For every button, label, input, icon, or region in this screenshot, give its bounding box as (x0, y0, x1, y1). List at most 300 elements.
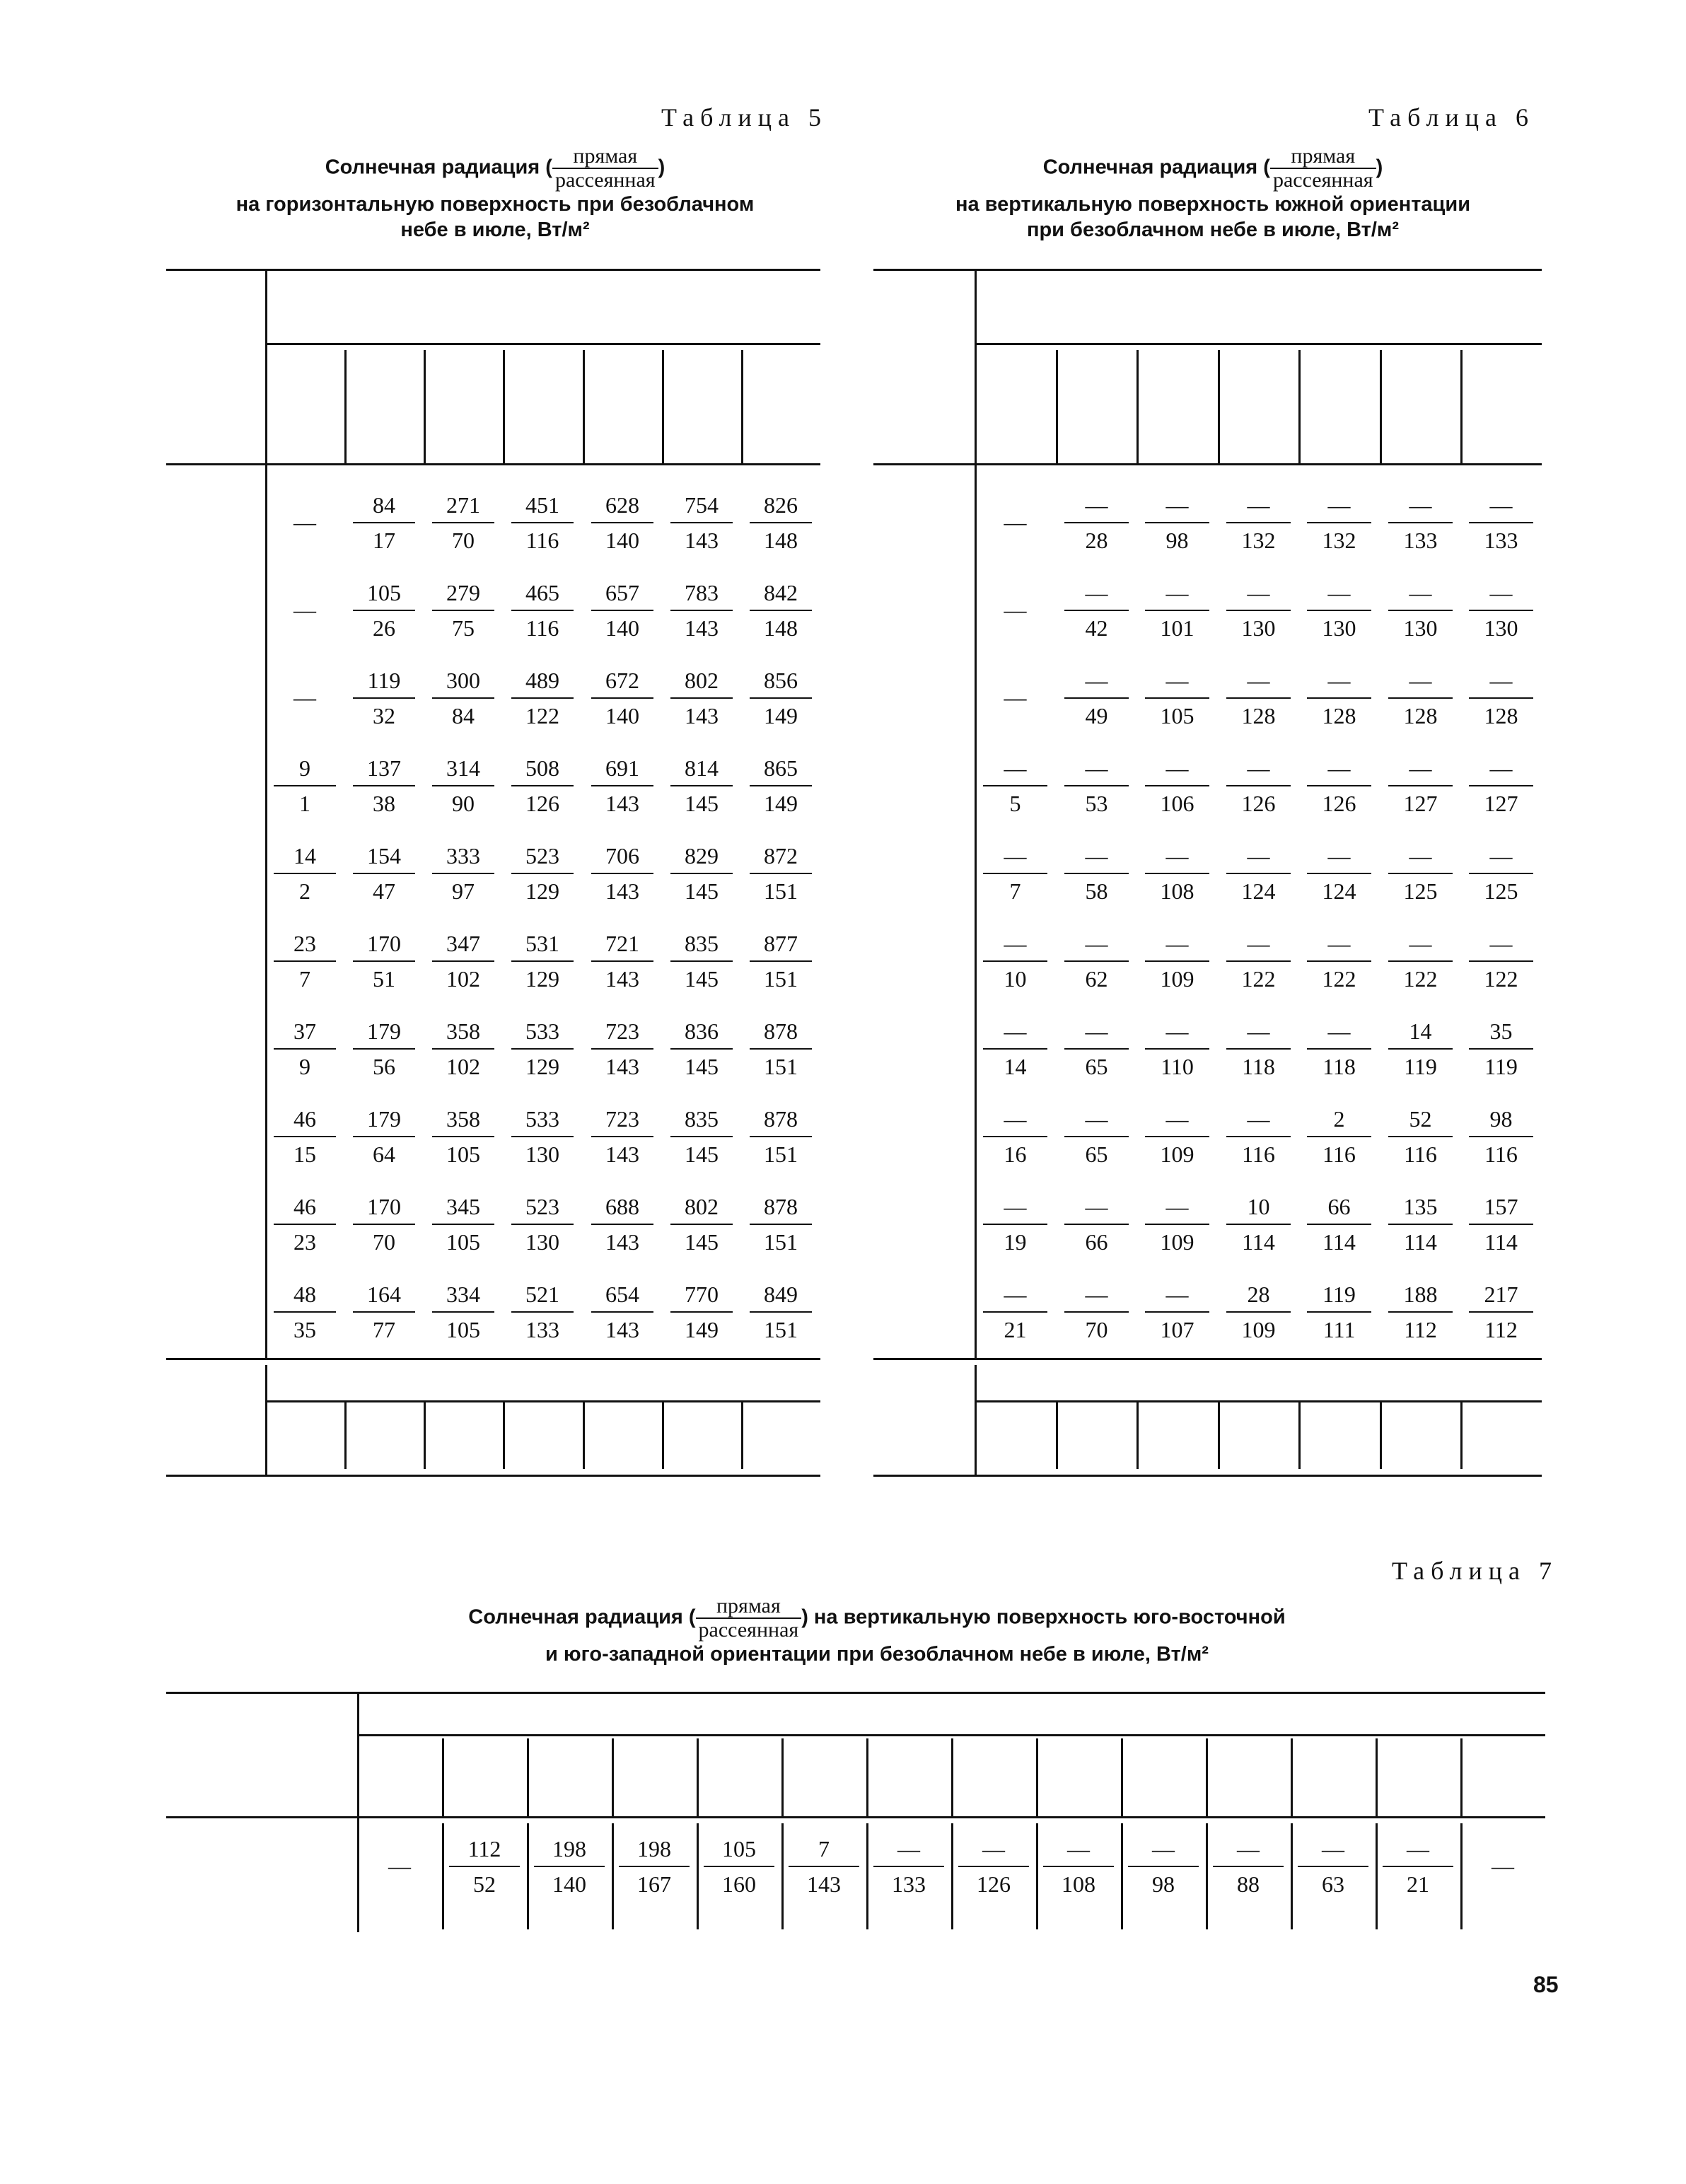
direct-value: — (1165, 931, 1189, 956)
direct-value: 856 (764, 668, 798, 693)
table-cell (704, 1832, 774, 1901)
diffuse-value: 114 (1388, 1224, 1453, 1259)
diffuse-value: 143 (670, 697, 733, 733)
direct-value: — (897, 1836, 920, 1861)
direct-value: 523 (525, 1194, 559, 1219)
table-cell (1388, 488, 1453, 557)
diffuse-value: 17 (353, 522, 415, 557)
direct-value: 333 (446, 843, 480, 869)
table-cell (1226, 663, 1291, 733)
diffuse-value: 116 (1469, 1136, 1533, 1171)
direct-value: 105 (722, 1836, 756, 1861)
diffuse-value: 56 (353, 1048, 415, 1084)
table-cell (432, 1102, 494, 1171)
direct-value: — (1247, 931, 1270, 956)
table-cell (873, 1832, 944, 1901)
diffuse-value: 143 (591, 785, 653, 820)
diffuse-value: 84 (432, 697, 494, 733)
diffuse-value: 90 (432, 785, 494, 820)
table5-title-line2: на горизонтальную поверхность при безоблачном (236, 193, 755, 216)
table-cell (983, 576, 1047, 627)
diffuse-value: — (1492, 1853, 1514, 1878)
hours-rule (357, 1734, 1545, 1736)
table7-title-line1: Солнечная радиация ( $\frac{\text{прямая}}{\text{рассеянная}}$ ) на вертикальную поверхность юго-восточной (468, 1594, 1286, 1642)
table-cell (274, 839, 336, 908)
diffuse-value: — (293, 509, 316, 535)
column-divider (1460, 350, 1463, 463)
table-cell (1145, 576, 1209, 645)
direct-value: — (1004, 1018, 1027, 1044)
direct-value: 814 (685, 755, 719, 781)
diffuse-value: 160 (704, 1866, 774, 1901)
direct-value: — (1327, 755, 1351, 781)
diffuse-value: 2 (274, 873, 336, 908)
direct-value: 508 (525, 755, 559, 781)
diffuse-value: 52 (449, 1866, 520, 1901)
diffuse-value: 145 (670, 1048, 733, 1084)
diffuse-value: 149 (670, 1311, 733, 1347)
direct-value: 842 (764, 580, 798, 605)
diffuse-value: 148 (750, 522, 812, 557)
diffuse-value: 21 (983, 1311, 1047, 1347)
table-cell (511, 1102, 574, 1171)
diffuse-value: — (1004, 597, 1027, 622)
column-divider (1291, 1738, 1293, 1816)
diffuse-value: 143 (591, 1311, 653, 1347)
direct-value: — (1165, 1018, 1189, 1044)
diffuse-value: 35 (274, 1311, 336, 1347)
direct-value: 451 (525, 492, 559, 518)
diffuse-value: 130 (1307, 610, 1371, 645)
table-cell (1064, 663, 1129, 733)
direct-value: 835 (685, 1106, 719, 1132)
diffuse-value: 109 (1226, 1311, 1291, 1347)
direct-value: 314 (446, 755, 480, 781)
table-cell (983, 663, 1047, 714)
diffuse-value: 130 (1388, 610, 1453, 645)
direct-value: — (1409, 931, 1432, 956)
table-cell (1145, 1277, 1209, 1347)
diffuse-value: 65 (1064, 1136, 1129, 1171)
column-divider (781, 1738, 784, 1816)
table-cell (670, 1190, 733, 1259)
direct-value: 878 (764, 1194, 798, 1219)
table-cell (1388, 1190, 1453, 1259)
table-cell (353, 488, 415, 557)
table-cell (750, 1190, 812, 1259)
direct-value: — (982, 1836, 1005, 1861)
table-cell (983, 1190, 1047, 1259)
table-cell (983, 1102, 1047, 1171)
table-cell (670, 1277, 733, 1347)
table6-title-line1: Солнечная радиация ( $\frac{\text{прямая}}{\text{рассеянная}}$ ) (1042, 144, 1383, 192)
column-divider (662, 350, 664, 463)
column-divider (583, 350, 585, 463)
direct-value: — (1409, 668, 1432, 693)
direct-value: 783 (685, 580, 719, 605)
column-divider (612, 1738, 614, 1816)
direct-value: 84 (373, 492, 395, 518)
body-bottom-rule (166, 1358, 820, 1360)
page-number: 85 (1533, 1972, 1559, 1997)
table-cell (670, 488, 733, 557)
diffuse-value: 126 (1307, 785, 1371, 820)
direct-value: — (1004, 931, 1027, 956)
column-divider (1218, 350, 1220, 463)
diffuse-value: 132 (1307, 522, 1371, 557)
table-cell (591, 1277, 653, 1347)
table-cell (274, 1277, 336, 1347)
diffuse-value: 116 (1226, 1136, 1291, 1171)
table-cell (432, 927, 494, 996)
diffuse-value: 49 (1064, 697, 1129, 733)
hours-rule (265, 343, 820, 345)
diffuse-value: 122 (1469, 960, 1533, 996)
diffuse-value: 21 (1383, 1866, 1453, 1901)
table-cell (983, 839, 1047, 908)
direct-value: — (1085, 580, 1108, 605)
direct-value: — (1085, 1194, 1108, 1219)
header-bottom-rule (166, 1816, 1545, 1818)
diffuse-value: 10 (983, 960, 1047, 996)
direct-value: — (1409, 843, 1432, 869)
direct-value: 657 (605, 580, 639, 605)
table-cell (432, 576, 494, 645)
table-cell (591, 576, 653, 645)
direct-value: — (1165, 580, 1189, 605)
direct-value: 754 (685, 492, 719, 518)
table-cell (511, 927, 574, 996)
table-cell (591, 751, 653, 820)
diffuse-value: 65 (1064, 1048, 1129, 1084)
direct-value: 723 (605, 1018, 639, 1044)
table-cell (789, 1832, 859, 1901)
lat-column-divider (357, 1692, 359, 1932)
diffuse-value: 149 (750, 697, 812, 733)
diffuse-value: 77 (353, 1311, 415, 1347)
table-cell (1213, 1832, 1284, 1901)
diffuse-value: 132 (1226, 522, 1291, 557)
direct-value: 66 (1327, 1194, 1351, 1219)
direct-value: — (1327, 492, 1351, 518)
table-cell (432, 751, 494, 820)
diffuse-value: 145 (670, 785, 733, 820)
direct-value: 9 (299, 755, 310, 781)
direct-value: 802 (685, 668, 719, 693)
table-cell (1128, 1832, 1199, 1901)
table-cell (750, 488, 812, 557)
diffuse-value: 129 (511, 873, 574, 908)
diffuse-value: 126 (511, 785, 574, 820)
direct-value: — (1165, 1194, 1189, 1219)
diffuse-value: 122 (1226, 960, 1291, 996)
diffuse-value: 105 (432, 1136, 494, 1171)
table-cell (1469, 927, 1533, 996)
table-cell (1064, 488, 1129, 557)
body-bottom-rule (873, 1358, 1542, 1360)
table-cell (432, 1277, 494, 1347)
table-cell (1388, 663, 1453, 733)
diffuse-value: 16 (983, 1136, 1047, 1171)
table7-label: Таблица 7 (1392, 1557, 1558, 1585)
direct-value: — (1165, 755, 1189, 781)
direct-value: 849 (764, 1282, 798, 1307)
direct-value: 198 (552, 1836, 586, 1861)
table-cell (1064, 576, 1129, 645)
direct-value: 119 (367, 668, 401, 693)
diffuse-value: 105 (432, 1311, 494, 1347)
table-cell (432, 1014, 494, 1084)
table-cell (1469, 1277, 1533, 1347)
table-cell (1469, 488, 1533, 557)
table-cell (511, 1277, 574, 1347)
diffuse-value: 7 (274, 960, 336, 996)
direct-value: 878 (764, 1106, 798, 1132)
diffuse-value: 114 (1469, 1224, 1533, 1259)
diffuse-value: 7 (983, 873, 1047, 908)
direct-value: 46 (293, 1106, 316, 1132)
table-cell (1307, 1014, 1371, 1084)
diffuse-value: 119 (1388, 1048, 1453, 1084)
diffuse-value: 109 (1145, 1224, 1209, 1259)
table-cell (1226, 1190, 1291, 1259)
table-cell (1145, 1190, 1209, 1259)
diffuse-value: 116 (511, 610, 574, 645)
table-cell (364, 1832, 435, 1883)
table-cell (983, 751, 1047, 820)
direct-value: — (1152, 1836, 1175, 1861)
table-cell (1145, 1102, 1209, 1171)
table-cell (1226, 751, 1291, 820)
direct-value: — (1247, 668, 1270, 693)
direct-value: 112 (467, 1836, 501, 1861)
direct-value: — (1004, 1106, 1027, 1132)
diffuse-value: 124 (1307, 873, 1371, 908)
diffuse-value: 122 (1388, 960, 1453, 996)
column-divider (503, 350, 505, 463)
diffuse-value: 143 (670, 610, 733, 645)
table-cell (1043, 1832, 1114, 1901)
table-cell (353, 1102, 415, 1171)
diffuse-value: 125 (1388, 873, 1453, 908)
diffuse-value: 53 (1064, 785, 1129, 820)
table-cell (1064, 1190, 1129, 1259)
diffuse-value: 122 (1307, 960, 1371, 996)
diffuse-value: 130 (511, 1136, 574, 1171)
column-divider (781, 1823, 784, 1929)
diffuse-value: 143 (591, 960, 653, 996)
top-rule (166, 269, 820, 271)
table-cell (432, 663, 494, 733)
table-cell (432, 839, 494, 908)
direct-value: — (1409, 755, 1432, 781)
direct-value: — (1085, 1018, 1108, 1044)
table7-title (297, 1595, 1457, 1667)
direct-value: — (1004, 755, 1027, 781)
table-cell (1145, 488, 1209, 557)
table-cell (1226, 1102, 1291, 1171)
direct-value: 836 (685, 1018, 719, 1044)
diffuse-value: 9 (274, 1048, 336, 1084)
diffuse-value: 112 (1469, 1311, 1533, 1347)
direct-value: 347 (446, 931, 480, 956)
column-divider (503, 1402, 505, 1469)
diffuse-value: 97 (432, 873, 494, 908)
table-cell (1467, 1832, 1538, 1883)
table-cell (1064, 1277, 1129, 1347)
table-cell (983, 1277, 1047, 1347)
table-cell (1298, 1832, 1368, 1901)
table-cell (750, 839, 812, 908)
table-cell (274, 927, 336, 996)
diffuse-value: 143 (591, 1136, 653, 1171)
table-cell (1064, 839, 1129, 908)
diffuse-value: 5 (983, 785, 1047, 820)
diffuse-value: 32 (353, 697, 415, 733)
column-divider (424, 1402, 426, 1469)
diffuse-value: 38 (353, 785, 415, 820)
hours-rule (975, 343, 1542, 345)
direct-value: — (1489, 843, 1513, 869)
table-cell (750, 751, 812, 820)
diffuse-value: 108 (1043, 1866, 1114, 1901)
diffuse-value: 102 (432, 960, 494, 996)
diffuse-value: 110 (1145, 1048, 1209, 1084)
column-divider (424, 350, 426, 463)
column-divider (527, 1823, 529, 1929)
column-divider (866, 1738, 868, 1816)
column-divider (1380, 1402, 1382, 1469)
diffuse-value: 118 (1226, 1048, 1291, 1084)
table-cell (353, 751, 415, 820)
direct-value: 835 (685, 931, 719, 956)
direct-value: 358 (446, 1018, 480, 1044)
table6-fraction: $\frac{\text{прямая}}{\text{рассеянная}}$ (1270, 145, 1376, 192)
diffuse-value: 130 (1469, 610, 1533, 645)
direct-value: 770 (685, 1282, 719, 1307)
direct-value: — (1165, 668, 1189, 693)
diffuse-value: 143 (789, 1866, 859, 1901)
diffuse-value: 112 (1388, 1311, 1453, 1347)
column-divider (1218, 1402, 1220, 1469)
table-cell (750, 1277, 812, 1347)
direct-value: 198 (637, 1836, 671, 1861)
diffuse-value: 128 (1388, 697, 1453, 733)
column-divider (1136, 1402, 1139, 1469)
lat-column-divider (265, 1365, 267, 1475)
table-cell (1226, 1277, 1291, 1347)
table-cell (511, 751, 574, 820)
diffuse-value: 128 (1469, 697, 1533, 733)
diffuse-value: 151 (750, 873, 812, 908)
header-bottom-rule (166, 463, 820, 465)
diffuse-value: — (293, 685, 316, 710)
diffuse-value: — (1004, 685, 1027, 710)
diffuse-value: 145 (670, 1224, 733, 1259)
direct-value: — (1409, 492, 1432, 518)
diffuse-value: 128 (1307, 697, 1371, 733)
direct-value: — (1489, 492, 1513, 518)
direct-value: 157 (1484, 1194, 1518, 1219)
column-divider (741, 1402, 743, 1469)
table-cell (1307, 751, 1371, 820)
direct-value: — (1489, 580, 1513, 605)
diffuse-value: 140 (591, 522, 653, 557)
diffuse-value: 143 (591, 1048, 653, 1084)
direct-value: 878 (764, 1018, 798, 1044)
direct-value: 654 (605, 1282, 639, 1307)
direct-value: 35 (1489, 1018, 1513, 1044)
direct-value: 521 (525, 1282, 559, 1307)
direct-value: — (1327, 580, 1351, 605)
column-divider (1460, 1402, 1463, 1469)
diffuse-value: 128 (1226, 697, 1291, 733)
column-divider (1056, 1402, 1058, 1469)
top-rule (166, 1692, 1545, 1694)
table-bottom-rule (166, 1475, 820, 1477)
direct-value: — (1085, 668, 1108, 693)
diffuse-value: 130 (1226, 610, 1291, 645)
diffuse-value: 111 (1307, 1311, 1371, 1347)
column-divider (1206, 1823, 1208, 1929)
diffuse-value: 109 (1145, 960, 1209, 996)
direct-value: 802 (685, 1194, 719, 1219)
table-cell (1307, 663, 1371, 733)
diffuse-value: 129 (511, 1048, 574, 1084)
direct-value: 300 (446, 668, 480, 693)
column-divider (344, 1402, 347, 1469)
table5-fraction: $\frac{\text{прямая}}{\text{рассеянная}}$ (552, 145, 658, 192)
column-divider (1460, 1738, 1463, 1816)
direct-value: — (1489, 668, 1513, 693)
column-divider (866, 1823, 868, 1929)
table-cell (1388, 927, 1453, 996)
diffuse-value: 108 (1145, 873, 1209, 908)
table6-title (873, 145, 1552, 243)
diffuse-value: 126 (1226, 785, 1291, 820)
diffuse-value: — (293, 597, 316, 622)
diffuse-value: 140 (534, 1866, 605, 1901)
table-cell (591, 1190, 653, 1259)
table-cell (432, 1190, 494, 1259)
diffuse-value: 88 (1213, 1866, 1284, 1901)
table-cell (983, 927, 1047, 996)
diffuse-value: 15 (274, 1136, 336, 1171)
diffuse-value: 129 (511, 960, 574, 996)
direct-value: — (1004, 1194, 1027, 1219)
table5-title-line3: небе в июле, Вт/м² (400, 219, 590, 241)
direct-value: 154 (367, 843, 401, 869)
direct-value: 2 (1333, 1106, 1345, 1132)
direct-value: 170 (367, 931, 401, 956)
table-cell (1226, 576, 1291, 645)
table-cell (1226, 927, 1291, 996)
table-cell (670, 839, 733, 908)
column-divider (612, 1823, 614, 1929)
diffuse-value: 127 (1469, 785, 1533, 820)
table-cell (274, 1190, 336, 1259)
diffuse-value: 145 (670, 1136, 733, 1171)
column-divider (662, 1402, 664, 1469)
direct-value: 533 (525, 1018, 559, 1044)
direct-value: 10 (1247, 1194, 1270, 1219)
direct-value: — (1004, 1282, 1027, 1307)
table-cell (591, 1102, 653, 1171)
table-cell (1145, 751, 1209, 820)
column-divider (1460, 1823, 1463, 1929)
column-divider (697, 1823, 699, 1929)
table-cell (1307, 1277, 1371, 1347)
